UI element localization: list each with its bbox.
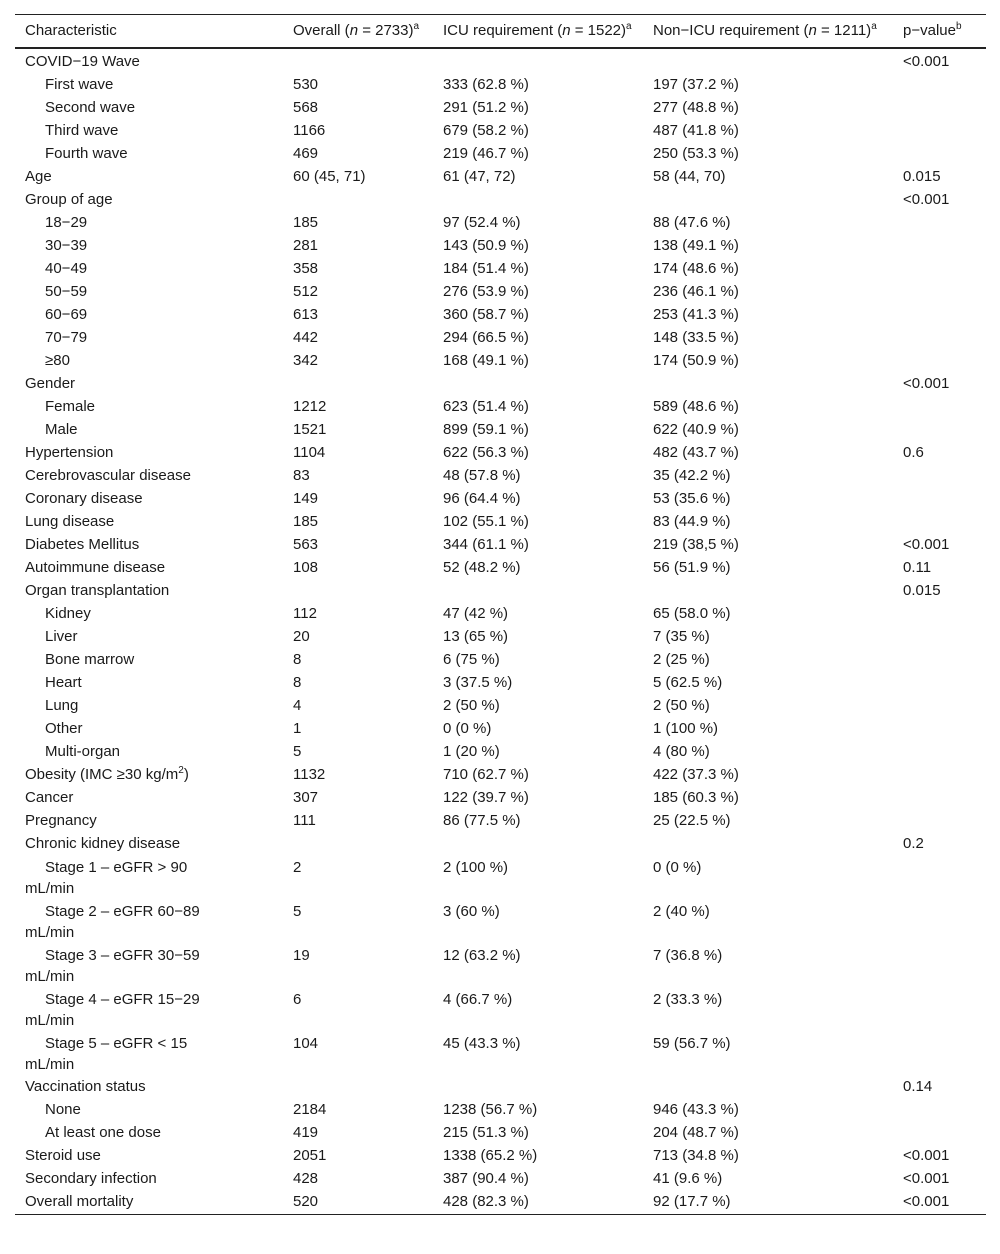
cell-overall: 111 <box>293 812 316 829</box>
table-row <box>15 465 986 488</box>
cell-characteristic: Lung <box>45 697 79 714</box>
table-row <box>15 1145 986 1168</box>
cell-characteristic: Kidney <box>45 605 91 622</box>
cell-characteristic: Cerebrovascular disease <box>25 467 191 484</box>
cell-icu <box>433 580 643 603</box>
table-row <box>15 580 986 603</box>
table-row <box>15 833 986 856</box>
cell-overall: 6 <box>293 991 302 1008</box>
cell-p-value: <0.001 <box>903 191 950 208</box>
table-row <box>15 166 986 189</box>
cell-icu: 102 (55.1 %) <box>443 513 529 530</box>
cell-non-icu: 197 (37.2 %) <box>653 76 739 93</box>
cell-overall: 307 <box>293 789 319 806</box>
cell-non-icu: 219 (38,5 %) <box>653 536 739 553</box>
cell-overall: 5 <box>293 743 302 760</box>
cell-non-icu: 589 (48.6 %) <box>653 398 739 415</box>
cell-non-icu: 148 (33.5 %) <box>653 329 739 346</box>
table-row <box>15 787 986 810</box>
cell-overall: 112 <box>293 605 317 622</box>
cell-overall: 1 <box>293 720 302 737</box>
header-non-icu: Non−ICU requirement (n = 1211)$^a$ <box>653 21 877 39</box>
cell-icu: 622 (56.3 %) <box>443 444 529 461</box>
cell-overall: 530 <box>293 76 319 93</box>
cell-non-icu: 0 (0 %) <box>653 859 702 876</box>
cell-overall: 60 (45, 71) <box>293 168 366 185</box>
cell-p-value: <0.001 <box>903 375 950 392</box>
table-row <box>15 281 986 304</box>
cell-non-icu: 5 (62.5 %) <box>653 674 723 691</box>
cell-characteristic: Second wave <box>45 99 136 116</box>
cell-characteristic: Steroid use <box>25 1147 101 1164</box>
table-row <box>15 212 986 235</box>
cell-characteristic: Obesity (IMC ≥30 $kg/m^2$) <box>25 765 189 783</box>
cell-p-value <box>893 327 986 350</box>
cell-non-icu <box>643 1076 893 1099</box>
cell-p-value: 0.2 <box>903 835 924 852</box>
table-row <box>15 120 986 143</box>
table-row <box>15 764 986 787</box>
cell-icu: 276 (53.9 %) <box>443 283 529 300</box>
cell-characteristic: Stage 1 – eGFR > 90 mL/min <box>25 859 188 897</box>
cell-overall: 563 <box>293 536 319 553</box>
table-row <box>15 1122 986 1145</box>
cell-overall: 19 <box>293 947 310 964</box>
cell-characteristic: Lung disease <box>25 513 115 530</box>
cell-non-icu: 185 (60.3 %) <box>653 789 739 806</box>
cell-overall: 419 <box>293 1124 319 1141</box>
cell-characteristic: None <box>45 1101 81 1118</box>
cell-characteristic: Cancer <box>25 789 74 806</box>
cell-overall <box>283 580 433 603</box>
cell-non-icu: 277 (48.8 %) <box>653 99 739 116</box>
cell-overall: 469 <box>293 145 319 162</box>
cell-p-value: <0.001 <box>903 1170 950 1187</box>
cell-p-value <box>893 741 986 764</box>
cell-characteristic: Heart <box>45 674 82 691</box>
cell-non-icu: 174 (50.9 %) <box>653 352 739 369</box>
cell-overall: 2 <box>293 859 302 876</box>
cell-characteristic: Male <box>45 421 78 438</box>
cell-characteristic: Vaccination status <box>25 1078 146 1095</box>
cell-p-value <box>893 672 986 695</box>
cell-icu: 184 (51.4 %) <box>443 260 529 277</box>
table-row <box>15 557 986 580</box>
cell-non-icu <box>643 48 893 74</box>
cell-non-icu: 35 (42.2 %) <box>653 467 731 484</box>
cell-overall <box>283 48 433 74</box>
cell-p-value: 0.14 <box>903 1078 933 1095</box>
cell-overall: 185 <box>293 214 319 231</box>
cell-icu: 12 (63.2 %) <box>443 947 521 964</box>
cell-characteristic: 70−79 <box>45 329 88 346</box>
cell-icu: 47 (42 %) <box>443 605 509 622</box>
cell-overall: 1104 <box>293 444 326 461</box>
table-row <box>15 1099 986 1122</box>
cell-icu: 0 (0 %) <box>443 720 492 737</box>
table-header <box>15 15 986 49</box>
cell-icu: 61 (47, 72) <box>443 168 516 185</box>
cell-p-value <box>893 603 986 626</box>
cell-icu <box>433 48 643 74</box>
cell-icu: 291 (51.2 %) <box>443 99 529 116</box>
cell-icu: 48 (57.8 %) <box>443 467 521 484</box>
cell-non-icu: 59 (56.7 %) <box>653 1035 731 1052</box>
cell-p-value <box>893 810 986 833</box>
cell-characteristic: Stage 5 – eGFR < 15 mL/min <box>25 1035 188 1073</box>
cell-non-icu: 65 (58.0 %) <box>653 605 731 622</box>
cell-icu: 428 (82.3 %) <box>443 1193 529 1210</box>
cell-characteristic: Secondary infection <box>25 1170 157 1187</box>
cell-non-icu: 2 (33.3 %) <box>653 991 723 1008</box>
cell-characteristic: Overall mortality <box>25 1193 134 1210</box>
cell-characteristic: Other <box>45 720 83 737</box>
cell-overall: 568 <box>293 99 319 116</box>
cell-overall: 2051 <box>293 1147 327 1164</box>
cell-characteristic: Multi-organ <box>45 743 121 760</box>
cell-overall: 442 <box>293 329 319 346</box>
cell-non-icu: 41 (9.6 %) <box>653 1170 723 1187</box>
cell-non-icu: 4 (80 %) <box>653 743 710 760</box>
characteristics-table <box>15 14 986 1215</box>
cell-p-value <box>893 258 986 281</box>
cell-icu: 333 (62.8 %) <box>443 76 529 93</box>
cell-overall <box>283 1076 433 1099</box>
cell-characteristic: Gender <box>25 375 76 392</box>
table-row <box>15 1168 986 1191</box>
cell-overall: 1521 <box>293 421 327 438</box>
cell-icu <box>433 189 643 212</box>
cell-non-icu: 204 (48.7 %) <box>653 1124 739 1141</box>
cell-icu: 1338 (65.2 %) <box>443 1147 538 1164</box>
table-row <box>15 419 986 442</box>
table-row <box>15 488 986 511</box>
cell-characteristic: First wave <box>45 76 114 93</box>
cell-non-icu: 2 (40 %) <box>653 903 710 920</box>
cell-characteristic: Chronic kidney disease <box>25 835 181 852</box>
table-body <box>15 48 986 1215</box>
table-row <box>15 856 986 900</box>
cell-characteristic: Coronary disease <box>25 490 143 507</box>
cell-p-value: 0.015 <box>903 168 941 185</box>
cell-p-value <box>893 764 986 787</box>
header-p-value: p−value$^b$ <box>903 21 962 39</box>
cell-overall: 185 <box>293 513 319 530</box>
cell-non-icu: 236 (46.1 %) <box>653 283 739 300</box>
cell-icu: 1 (20 %) <box>443 743 500 760</box>
cell-non-icu: 487 (41.8 %) <box>653 122 739 139</box>
cell-icu: 4 (66.7 %) <box>443 991 513 1008</box>
cell-p-value <box>893 396 986 419</box>
cell-p-value <box>893 988 986 1032</box>
cell-p-value: <0.001 <box>903 536 950 553</box>
cell-icu <box>433 373 643 396</box>
cell-characteristic: Stage 4 – eGFR 15−29 mL/min <box>25 991 200 1029</box>
cell-icu <box>433 833 643 856</box>
cell-characteristic: 30−39 <box>45 237 88 254</box>
cell-icu: 899 (59.1 %) <box>443 421 529 438</box>
table-row <box>15 1032 986 1076</box>
table-row <box>15 511 986 534</box>
cell-non-icu: 92 (17.7 %) <box>653 1193 731 1210</box>
cell-p-value <box>893 488 986 511</box>
cell-overall: 512 <box>293 283 319 300</box>
cell-icu: 623 (51.4 %) <box>443 398 529 415</box>
cell-non-icu: 1 (100 %) <box>653 720 719 737</box>
cell-p-value <box>893 856 986 900</box>
table-row <box>15 534 986 557</box>
table-row <box>15 741 986 764</box>
cell-characteristic: Female <box>45 398 96 415</box>
cell-characteristic: 40−49 <box>45 260 88 277</box>
header-row <box>15 15 986 49</box>
cell-icu: 13 (65 %) <box>443 628 509 645</box>
cell-p-value <box>893 143 986 166</box>
cell-icu: 387 (90.4 %) <box>443 1170 529 1187</box>
cell-characteristic: 50−59 <box>45 283 88 300</box>
cell-p-value: 0.015 <box>903 582 941 599</box>
cell-p-value <box>893 304 986 327</box>
cell-icu: 45 (43.3 %) <box>443 1035 521 1052</box>
cell-non-icu: 25 (22.5 %) <box>653 812 731 829</box>
table-row <box>15 74 986 97</box>
cell-non-icu: 7 (35 %) <box>653 628 710 645</box>
table-row <box>15 1191 986 1215</box>
cell-overall <box>283 189 433 212</box>
cell-characteristic: Hypertension <box>25 444 114 461</box>
cell-non-icu <box>643 580 893 603</box>
cell-p-value <box>893 465 986 488</box>
cell-overall: 8 <box>293 651 302 668</box>
cell-characteristic: ≥80 <box>45 352 70 369</box>
cell-p-value <box>893 120 986 143</box>
cell-icu: 3 (60 %) <box>443 903 500 920</box>
table-row <box>15 900 986 944</box>
cell-p-value <box>893 235 986 258</box>
cell-non-icu: 53 (35.6 %) <box>653 490 731 507</box>
cell-overall: 5 <box>293 903 302 920</box>
cell-characteristic: Stage 2 – eGFR 60−89 mL/min <box>25 903 200 941</box>
cell-p-value <box>893 787 986 810</box>
table-row <box>15 396 986 419</box>
cell-non-icu <box>643 189 893 212</box>
cell-icu: 679 (58.2 %) <box>443 122 529 139</box>
cell-overall: 358 <box>293 260 319 277</box>
table-row <box>15 810 986 833</box>
cell-characteristic: Group of age <box>25 191 113 208</box>
table-row <box>15 695 986 718</box>
header-overall: Overall (n = 2733)$^a$ <box>293 21 420 39</box>
cell-p-value: <0.001 <box>903 1147 950 1164</box>
table-row <box>15 603 986 626</box>
cell-icu: 168 (49.1 %) <box>443 352 529 369</box>
cell-overall: 342 <box>293 352 319 369</box>
cell-non-icu <box>643 833 893 856</box>
cell-overall: 20 <box>293 628 310 645</box>
cell-non-icu: 56 (51.9 %) <box>653 559 731 576</box>
cell-overall: 104 <box>293 1035 319 1052</box>
cell-icu: 219 (46.7 %) <box>443 145 529 162</box>
cell-overall <box>283 833 433 856</box>
cell-non-icu: 2 (50 %) <box>653 697 710 714</box>
cell-icu: 143 (50.9 %) <box>443 237 529 254</box>
cell-overall: 108 <box>293 559 319 576</box>
cell-characteristic: 60−69 <box>45 306 88 323</box>
cell-characteristic: Autoimmune disease <box>25 559 166 576</box>
cell-p-value: 0.6 <box>903 444 924 461</box>
cell-non-icu <box>643 373 893 396</box>
cell-overall: 8 <box>293 674 302 691</box>
cell-characteristic: Age <box>25 168 52 185</box>
cell-non-icu: 946 (43.3 %) <box>653 1101 739 1118</box>
cell-p-value <box>893 350 986 373</box>
cell-icu: 215 (51.3 %) <box>443 1124 529 1141</box>
table-row <box>15 143 986 166</box>
cell-non-icu: 482 (43.7 %) <box>653 444 739 461</box>
cell-non-icu: 7 (36.8 %) <box>653 947 723 964</box>
cell-icu: 2 (50 %) <box>443 697 500 714</box>
cell-icu <box>433 1076 643 1099</box>
cell-non-icu: 174 (48.6 %) <box>653 260 739 277</box>
cell-p-value <box>893 74 986 97</box>
cell-p-value <box>893 900 986 944</box>
cell-p-value <box>893 97 986 120</box>
cell-icu: 97 (52.4 %) <box>443 214 521 231</box>
cell-non-icu: 253 (41.3 %) <box>653 306 739 323</box>
cell-characteristic: Diabetes Mellitus <box>25 536 140 553</box>
table-row <box>15 327 986 350</box>
cell-overall: 520 <box>293 1193 319 1210</box>
table-row <box>15 626 986 649</box>
cell-characteristic: Liver <box>45 628 78 645</box>
cell-characteristic: COVID−19 Wave <box>25 53 140 70</box>
cell-p-value: 0.11 <box>903 559 932 576</box>
table-row <box>15 350 986 373</box>
cell-p-value: <0.001 <box>903 53 950 70</box>
cell-p-value <box>893 419 986 442</box>
header-characteristic: Characteristic <box>25 22 117 39</box>
cell-overall: 281 <box>293 237 319 254</box>
cell-icu: 710 (62.7 %) <box>443 766 529 783</box>
cell-characteristic: Pregnancy <box>25 812 97 829</box>
table-row <box>15 944 986 988</box>
cell-p-value <box>893 718 986 741</box>
table-row <box>15 48 986 74</box>
cell-overall: 1212 <box>293 398 327 415</box>
table-row <box>15 97 986 120</box>
cell-p-value <box>893 1099 986 1122</box>
cell-overall: 4 <box>293 697 302 714</box>
cell-overall: 428 <box>293 1170 319 1187</box>
cell-characteristic: Fourth wave <box>45 145 128 162</box>
characteristics-table-container <box>15 14 986 1215</box>
table-row <box>15 1076 986 1099</box>
table-row <box>15 988 986 1032</box>
cell-non-icu: 88 (47.6 %) <box>653 214 731 231</box>
cell-characteristic: Third wave <box>45 122 119 139</box>
cell-non-icu: 250 (53.3 %) <box>653 145 739 162</box>
cell-icu: 344 (61.1 %) <box>443 536 529 553</box>
cell-p-value <box>893 1122 986 1145</box>
cell-p-value <box>893 281 986 304</box>
cell-icu: 360 (58.7 %) <box>443 306 529 323</box>
cell-non-icu: 83 (44.9 %) <box>653 513 731 530</box>
cell-characteristic: At least one dose <box>45 1124 161 1141</box>
cell-icu: 6 (75 %) <box>443 651 500 668</box>
cell-p-value <box>893 695 986 718</box>
cell-overall: 613 <box>293 306 319 323</box>
cell-overall: 1132 <box>293 766 326 783</box>
table-row <box>15 672 986 695</box>
cell-characteristic: 18−29 <box>45 214 88 231</box>
cell-icu: 3 (37.5 %) <box>443 674 513 691</box>
cell-p-value <box>893 626 986 649</box>
cell-icu: 122 (39.7 %) <box>443 789 529 806</box>
cell-icu: 52 (48.2 %) <box>443 559 521 576</box>
cell-icu: 2 (100 %) <box>443 859 509 876</box>
cell-overall: 149 <box>293 490 319 507</box>
cell-non-icu: 138 (49.1 %) <box>653 237 739 254</box>
cell-characteristic: Stage 3 – eGFR 30−59 mL/min <box>25 947 200 985</box>
cell-icu: 1238 (56.7 %) <box>443 1101 538 1118</box>
cell-non-icu: 713 (34.8 %) <box>653 1147 739 1164</box>
cell-icu: 294 (66.5 %) <box>443 329 529 346</box>
table-row <box>15 235 986 258</box>
table-row <box>15 442 986 465</box>
cell-overall: 2184 <box>293 1101 327 1118</box>
table-row <box>15 258 986 281</box>
cell-p-value <box>893 1032 986 1076</box>
table-row <box>15 649 986 672</box>
cell-non-icu: 622 (40.9 %) <box>653 421 739 438</box>
cell-p-value <box>893 649 986 672</box>
cell-non-icu: 422 (37.3 %) <box>653 766 739 783</box>
cell-icu: 86 (77.5 %) <box>443 812 521 829</box>
table-row <box>15 373 986 396</box>
cell-overall: 1166 <box>293 122 326 139</box>
cell-non-icu: 2 (25 %) <box>653 651 710 668</box>
table-row <box>15 718 986 741</box>
cell-characteristic: Bone marrow <box>45 651 135 668</box>
cell-p-value: <0.001 <box>903 1193 950 1210</box>
cell-overall: 83 <box>293 467 310 484</box>
cell-p-value <box>893 511 986 534</box>
cell-p-value <box>893 212 986 235</box>
cell-characteristic: Organ transplantation <box>25 582 170 599</box>
cell-p-value <box>893 944 986 988</box>
cell-non-icu: 58 (44, 70) <box>653 168 726 185</box>
cell-overall <box>283 373 433 396</box>
header-icu: ICU requirement (n = 1522)$^a$ <box>443 21 632 39</box>
cell-icu: 96 (64.4 %) <box>443 490 521 507</box>
table-row <box>15 304 986 327</box>
table-row <box>15 189 986 212</box>
